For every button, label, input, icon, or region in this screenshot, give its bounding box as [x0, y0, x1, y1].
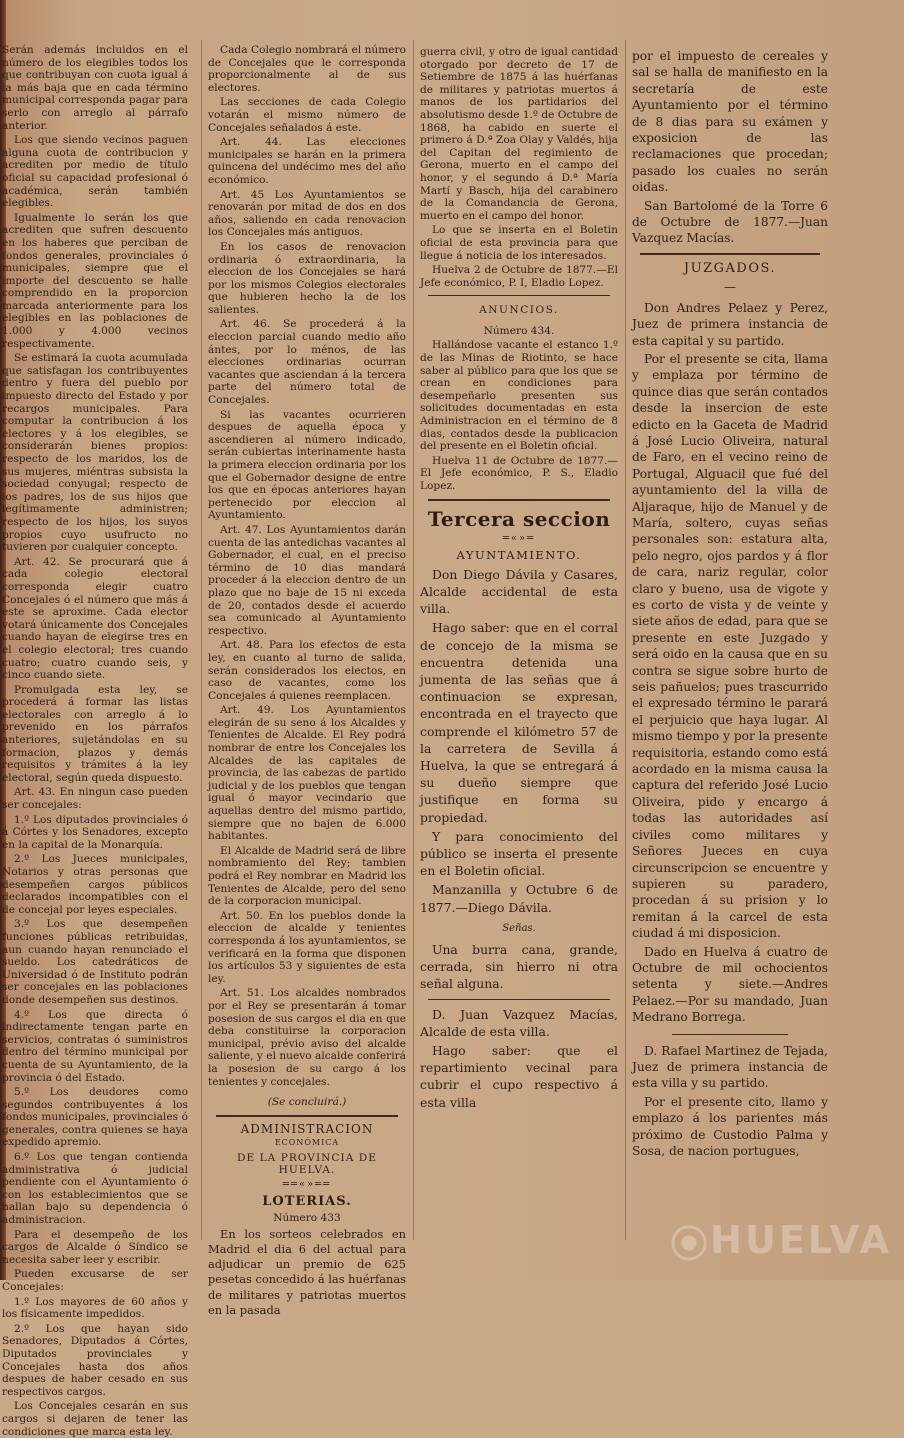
section-rule: [672, 1034, 788, 1035]
signature: Dado en Huelva á cuatro de Octubre de mil ochocientos setenta y siete.—Andres Pelaez.—Por su mandado, Juan Medrano Borrega.: [632, 944, 828, 1025]
paragraph: 2.º Los Jueces municipales, Notarios y otras personas que desempeñen cargos públicos declarados incompatibles con el de concejal por leyes especiales.: [2, 853, 188, 916]
paragraph: Lo que se inserta en el Boletin oficial de esta provincia para que llegue á noticia de los interesados.: [420, 224, 618, 262]
paragraph: Por el presente cito, llamo y emplazo á los parientes más próximo de Custodio Palma y Sosa, de nacion portugues,: [632, 1094, 828, 1158]
paragraph: Art. 50. En los pueblos donde la eleccion de alcalde y tenientes corresponda á los ayuntamientos, se verificará en la forma que disponen los artículos 53 y siguientes de esta ley.: [208, 909, 406, 985]
loterias-number: Número 433: [273, 1212, 341, 1225]
paragraph: Art. 49. Los Ayuntamientos elegirán de su seno á los Alcaldes y Tenientes de Alcalde. El Rey podrá nombrar de entre los Concejales los Alcaldes de las capitales de provincia, de las cabezas de partido judicial y de los pueblos que tengan igual ó mayor vecindario que aquellas dentro del mismo partido, siempre que no bajen de 6.000 habitantes.: [208, 704, 406, 843]
paragraph: Hago saber: que el repartimiento vecinal para cubrir el cupo respectivo á esta villa: [420, 1043, 618, 1110]
admin-province: DE LA PROVINCIA DE HUELVA.: [237, 1151, 377, 1177]
paragraph: Una burra cana, grande, cerrada, sin hierro ni otra señal alguna.: [420, 942, 618, 992]
paragraph: por el impuesto de cereales y sal se halla de manifiesto en la secretaría de este Ayuntamiento por el término de 8 dias para su exámen y exposicion de las reclamaciones que procedan; pasado los cuales no serán oidas.: [632, 49, 828, 195]
paragraph: Art. 42. Se procurará que á cada colegio electoral corresponda elegir cuatro Concejales ó el número que más á este se aproxime. Cada elector votará únicamente dos Concejales cuando hayan de elegirse tres en el colegio electoral; tres cuando cuatro; cuatro cuando seis, y cinco cuando siete.: [2, 555, 188, 682]
juzgados-title: JUZGADOS.: [683, 260, 777, 276]
paragraph: 6.º Los que tengan contienda administrativa ó judicial pendiente con el Ayuntamiento ó con los establecimientos que se hallan bajo su dependencia ó administracion.: [2, 1151, 188, 1227]
loterias-text: En los sorteos celebrados en Madrid el dia 6 del actual para adjudicar un premio de 625 pesetas concedido á las huérfanas de militares y patriotas muertos en la pasada: [208, 1226, 407, 1317]
paragraph: 4.º Los que directa ó indirectamente tengan parte en servicios, contratas ó suministros dentro del término municipal por cuenta de su Ayuntamiento, de la provincia ó del Estado.: [2, 1008, 188, 1084]
edict-header: Don Diego Dávila y Casares, Alcalde accidental de esta villa.: [420, 566, 618, 617]
paragraph: Igualmente lo serán los que acrediten que sufren descuento en los haberes que perciban de fondos generales, provinciales ó municipales, siempre que el importe del descuento se halle comprendido en la proporcion marcada anteriormente para los elegibles en las poblaciones de 1.000 y 4.000 vecinos respectivamente.: [2, 211, 188, 350]
paragraph: Art. 44. Las elecciones municipales se harán en la primera quincena del undécimo mes del año económico.: [208, 136, 406, 186]
column-3: [420, 46, 618, 1236]
edict-header: D. Juan Vazquez Macías, Alcalde de esta villa.: [420, 1006, 618, 1039]
signature: Huelva 2 de Octubre de 1877.—El Jefe económico, P. I, Eladio Lopez.: [420, 264, 618, 289]
paragraph: Art. 48. Para los efectos de esta ley, en cuanto al turno de salida, serán considerados los electos, en caso de vacantes, como los Concejales á quienes reemplacen.: [208, 639, 406, 702]
column-divider: [201, 40, 202, 1240]
paragraph: Art. 43. En ningun caso pueden ser concejales:: [2, 786, 188, 812]
paragraph: Hallándose vacante el estanco 1.º de las Minas de Riotinto, se hace saber al público para que los que se crean en condiciones para desempeñarlo presenten sus solicitudes documentadas en esta Administracion en el término de 8 dias, contados desde la publicacion del presente en el Boletin oficial.: [420, 339, 618, 453]
paragraph: Si las vacantes ocurrieren despues de aquella época y ascendieren al número indicado, serán cubiertas interinamente hasta la primera eleccion ordinaria por los que el Gobernador designe de entre los que en épocas anteriores hayan pertenecido por eleccion al Ayuntamiento.: [208, 408, 406, 522]
ornament: ═«»═: [502, 532, 536, 544]
paragraph: Art. 51. Los alcaldes nombrados por el Rey se presentarán á tomar posesion de sus cargos el dia en que deba constituirse la corporacion municipal, prévio aviso del alcalde saliente, y el nuevo alcalde conferirá la posesion de su cargo á los tenientes y concejales.: [208, 987, 406, 1088]
title-dash: —: [723, 280, 737, 295]
edict-header: Don Andres Pelaez y Perez, Juez de primera instancia de esta capital y su partido.: [632, 300, 828, 348]
tercera-seccion-title: Tercera seccion: [427, 506, 611, 531]
column-divider: [625, 40, 626, 1240]
signature: San Bartolomé de la Torre 6 de Octubre de 1877.—Juan Vazquez Macías.: [632, 198, 828, 246]
section-rule: [428, 499, 610, 501]
paragraph: En los casos de renovacion ordinaria ó extraordinaria, la eleccion de los Concejales se hará por los mismos Colegios electorales que hubieren hecho la de los salientes.: [208, 240, 406, 316]
paragraph: Serán además incluidos en el número de los elegibles todos los que contribuyan con cuota igual á la más baja que en cada término municipal corresponda pagar para serlo con arreglo al párrafo anterior.: [2, 44, 188, 132]
ornament: ══«»══: [282, 1179, 332, 1191]
paragraph: Las secciones de cada Colegio votarán el mismo número de Concejales señalados á este.: [208, 96, 406, 134]
paragraph: Los que siendo vecinos paguen alguna cuota de contribucion y acrediten por medio de título oficial su capacidad profesional ó académica, serán también elegibles.: [2, 134, 188, 210]
paragraph: Hago saber: que en el corral de concejo de la misma se encuentra detenida una jumenta de las señas que á continuacion se expresan, encontrada en el trayecto que comprende el kilómetro 57 de la carretera de Sevilla á Huelva, la que se entregará á su dueño siempre que justifique en forma su propiedad.: [420, 620, 618, 825]
loterias-title: LOTERIAS.: [262, 1193, 352, 1209]
watermark-emblem-icon: [670, 1224, 708, 1262]
signature: Manzanilla y Octubre 6 de 1877.—Diego Dávila.: [420, 882, 618, 915]
paragraph: guerra civil, y otro de igual cantidad otorgado por decreto de 17 de Setiembre de 1875 á las huérfanas de militares y patriotas muertos á manos de los partidarios del absolutismo desde 1.º de Octubre de 1868, ha cabido en suerte el primero á D.ª Zoa Olay y Valdés, hija del Capitan del regimiento de Gerona, muerto en el campo del honor, y el segundo á D.ª María Martí y Basch, hija del carabinero de la Comandancia de Gerona, muerto en el campo del honor.: [420, 46, 619, 222]
admin-subtitle: ECONÓMICA: [274, 1138, 340, 1148]
anuncio-number: Número 434.: [483, 324, 555, 337]
paragraph: El Alcalde de Madrid será de libre nombramiento del Rey; tambien podrá el Rey nombrar en Madrid los Tenientes de Alcalde, pero del seno de la corporacion municipal.: [208, 844, 406, 908]
column-2: [208, 44, 407, 1317]
section-rule: [428, 999, 610, 1000]
section-rule: [640, 253, 820, 255]
column-divider: [413, 40, 414, 1240]
paragraph: 2.º Los que hayan sido Senadores, Diputados á Córtes, Diputados provinciales y Concejales hasta dos años despues de haber cesado en sus respectivos cargos.: [2, 1322, 188, 1398]
section-rule: [428, 295, 610, 296]
paragraph: 1.º Los mayores de 60 años y los físicamente impedidos.: [2, 1295, 188, 1321]
signature: Huelva 11 de Octubre de 1877.—El Jefe económico, P. S., Eladio Lopez.: [420, 454, 618, 492]
closing-note: (Se concluirá.): [267, 1096, 347, 1109]
column-4: [632, 48, 828, 1238]
paragraph: Se estimará la cuota acumulada que satisfagan los contribuyentes dentro y fuera del pueblo por impuesto directo del Estado y por recargos municipales. Para computar la contribucion á los electores y á los elegibles, se considerarán bienes propios: respecto de los maridos, los de sus mujeres, miéntras subsista la sociedad conyugal; respecto de los padres, los de sus hijos que legítimamente administren; respecto de los hijos, los suyos propios cuyo usufructo no tuvieren por cualquier concepto.: [2, 352, 188, 554]
ayuntamiento-title: AYUNTAMIENTO.: [456, 548, 582, 563]
paragraph: 1.º Los diputados provinciales ó á Córtes y los Senadores, excepto en la capital de la Monarquía.: [2, 813, 188, 851]
column-1: [2, 44, 188, 1438]
paragraph: 3.º Los que desempeñen funciones públicas retribuidas, aun cuando hayan renunciado el sueldo. Los catedráticos de Universidad ó de Instituto podrán ser concejales en las poblaciones donde desempeñen sus destinos.: [2, 918, 188, 1006]
senas-label: Señas.: [502, 922, 536, 934]
paragraph: Promulgada esta ley, se procederá á formar las listas electorales con arreglo á lo prevenido en los párrafos anteriores, sujetándolas en su formacion, plazos y demás requisitos y trámites á la ley electoral, según queda dispuesto.: [2, 683, 188, 784]
paragraph: Cada Colegio nombrará el número de Concejales que le corresponda proporcionalmente al de sus electores.: [208, 44, 406, 94]
paragraph: Los Concejales cesarán en sus cargos si dejaren de tener las condiciones que marca esta ley.: [2, 1400, 188, 1438]
watermark: HUELVA: [710, 1218, 892, 1262]
paragraph: Pueden excusarse de ser Concejales:: [2, 1268, 188, 1293]
section-rule: [216, 1115, 398, 1117]
paragraph: Para el desempeño de los cargos de Alcalde ó Síndico se necesita saber leer y escribir.: [2, 1228, 188, 1266]
paragraph: Art. 47. Los Ayuntamientos darán cuenta de las antedichas vacantes al Gobernador, el cual, en el preciso término de 10 dias mandará proceder á la eleccion dentro de un plazo que no baje de 15 ni exceda de 20, contados desde el acuerdo sea comunicado al Ayuntamiento respectivo.: [208, 523, 406, 637]
paragraph: 5.º Los deudores como segundos contribuyentes á los fondos municipales, provinciales ó generales, contra quienes se haya expedido apremio.: [2, 1086, 188, 1149]
paragraph: Art. 45 Los Ayuntamientos se renovarán por mitad de dos en dos años, saliendo en cada renovacion los Concejales más antiguos.: [208, 188, 406, 239]
anuncios-title: ANUNCIOS.: [479, 304, 559, 317]
paragraph: Por el presente se cita, llama y emplaza por término de quince dias que serán contados desde la insercion de este edicto en la Gaceta de Madrid á José Lucio Oliveira, natural de Faro, en el vecino reino de Portugal, Alguacil que fué del ayuntamiento del la villa de Aljaraque, hijo de Manuel y de María, soltero, cuyas señas personales son: estatura alta, pelo negro, ojos pardos y á flor de cara, nariz regular, color claro y bueno, usa de vigote y es corto de vista y de veinte y siete años de edad, para que se presente en este Juzgado y será oido en la causa que en su contra se sigue sobre hurto de seis pañuelos; pues trascurrido el expresado término le parará el perjuicio que haya lugar. Al mismo tiempo y por la presente requisitoria, estando como está acordado en la misma causa la captura del referido José Lucio Oliveira, pido y encargo á todas las autoridades así civiles como militares y Señores Jueces en cuya circunscripcion se encuentre y supieren su paradero, procedan á su prision y lo remitan á la carcel de esta ciudad á mi disposicion.: [632, 351, 828, 941]
paragraph: Y para conocimiento del público se inserta el presente en el Boletin oficial.: [420, 828, 618, 879]
edict-header: D. Rafael Martinez de Tejada, Juez de primera instancia de esta villa y su partido.: [632, 1043, 828, 1091]
admin-title: ADMINISTRACION: [240, 1121, 374, 1136]
paragraph: Art. 46. Se procederá á la eleccion parcial cuando medio año ántes, por lo ménos, de las elecciones ordinarias ocurran vacantes que asciendan á la tercera parte del número total de Concejales.: [208, 318, 406, 407]
